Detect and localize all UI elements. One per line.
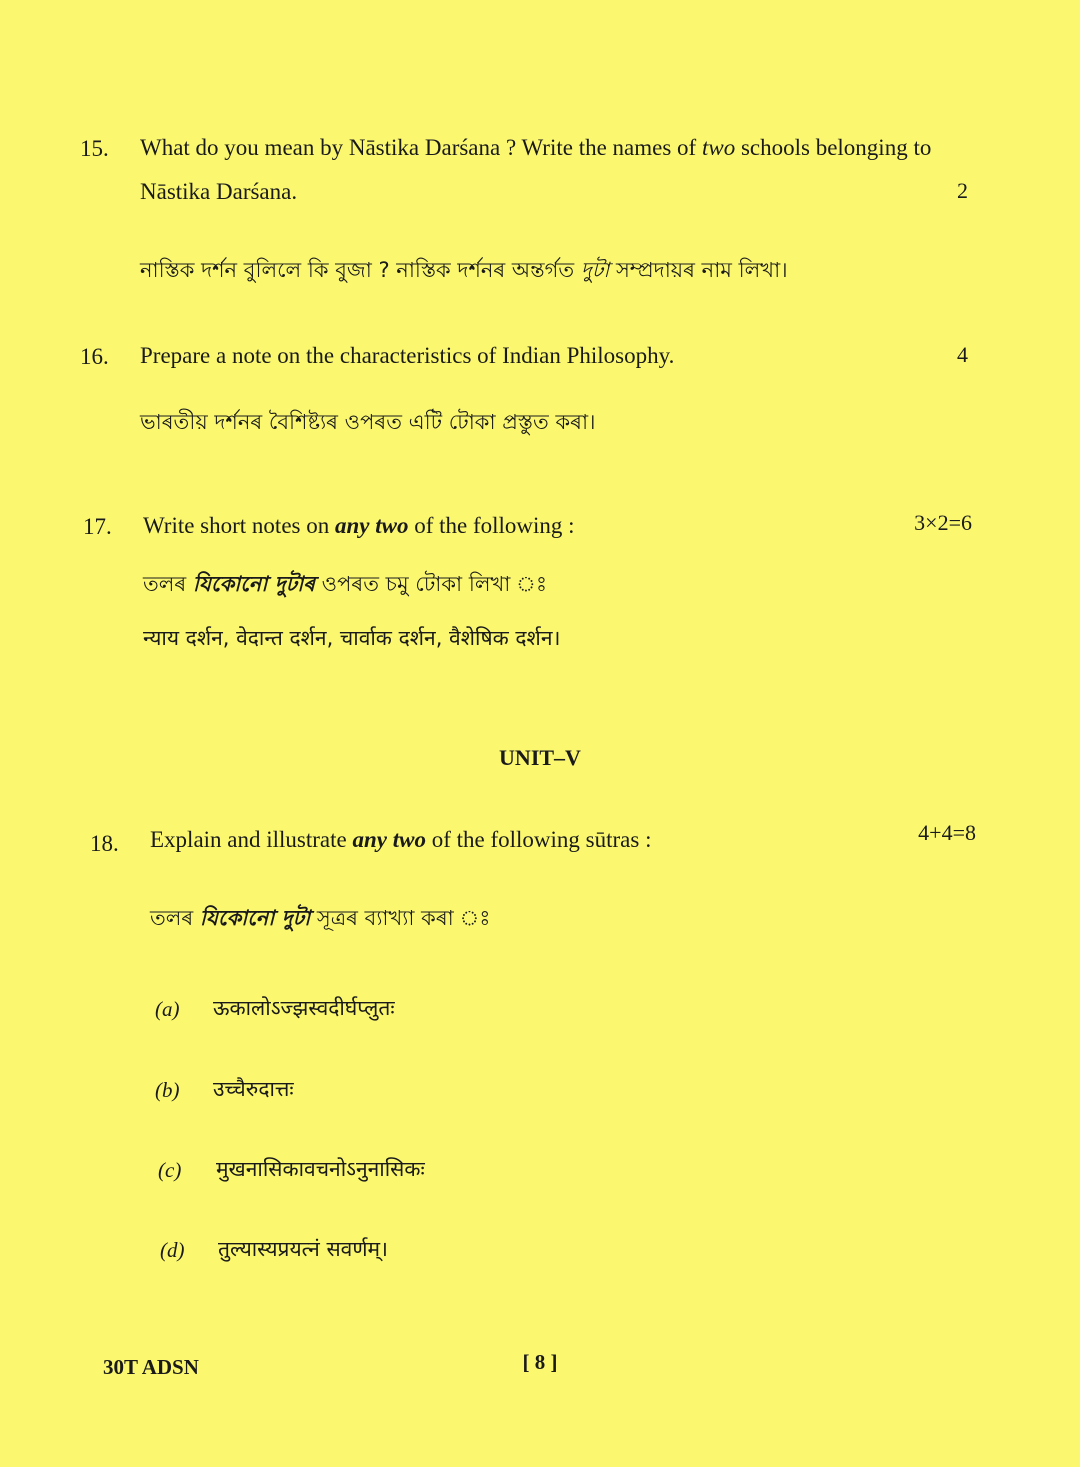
q18-text [150,818,850,862]
q15-native-em: দুটা [580,258,610,282]
q18-item-b-text: उच्चैरुदात्तः [213,1077,294,1101]
q18-native-a: তলৰ [150,906,200,930]
q17-native-a: তলৰ [143,572,193,596]
paper-code: 30T ADSN [103,1355,199,1379]
q17-native [143,568,547,603]
q18-item-a-label: (a) [155,997,180,1021]
q18-item-c-label: (c) [158,1158,182,1182]
q18-item-d-text: तुल्यास्यप्रयत्नं सवर्णम्। [218,1237,389,1261]
q16-marks: 4 [957,342,968,367]
q17-native-b: ওপৰত চমু টোকা লিখা ঃ [315,572,548,596]
q17-list: न्याय दर्शन, वेदान्त दर्शन, चार्वाक दर्शन, वैशेषिक दर्शन। [143,626,561,650]
q18-native-em: যিকোনো দুটা [199,906,311,930]
page-number: [ 8 ] [522,1350,558,1374]
q18-item-c-text: मुखनासिकावचनोऽनुनासिकः [216,1157,425,1181]
q15-marks: 2 [957,178,968,203]
q15-text-em: two [701,135,736,160]
q18-native [150,902,490,937]
q18-text-b: of the following sūtras : [425,827,652,852]
q18-number: 18. [90,831,119,856]
q15-text-a: What do you mean by Nāstika Darśana ? Write the names of [140,135,702,160]
q15-text [140,126,970,214]
q16-native: ভাৰতীয় দৰ্শনৰ বৈশিষ্ট্যৰ ওপৰত এটি টোকা প্ৰস্তুত কৰা। [140,410,596,434]
q18-marks: 4+4=8 [918,820,976,845]
unit-heading: UNIT–V [499,745,581,770]
q16-number: 16. [80,344,109,369]
q18-item-d-label: (d) [160,1238,185,1262]
q17-number: 17. [83,514,112,539]
q16-text: Prepare a note on the characteristics of Indian Philosophy. [140,343,675,368]
q18-text-a: Explain and illustrate [150,827,353,852]
q15-number: 15. [80,136,109,161]
q18-item-a-text: ऊकालोऽज्झस्वदीर्घप्लुतः [213,996,395,1020]
q15-native [140,254,788,289]
q17-marks: 3×2=6 [914,510,972,535]
q18-item-b-label: (b) [155,1078,180,1102]
q17-native-em: যিকোনো দুটাৰ [192,572,315,596]
q15-native-a: নাস্তিক দৰ্শন বুলিলে কি বুজা ? নাস্তিক দৰ্শনৰ অন্তৰ্গত [140,258,581,282]
q17-text-b: of the following : [408,513,575,538]
q15-text-b: schools belonging to Nāstika Darśana. [140,135,932,204]
q17-text-em: any two [335,513,409,538]
q18-native-b: সূত্ৰৰ ব্যাখ্যা কৰা ঃ [310,906,491,930]
q17-text [143,504,843,548]
q17-text-a: Write short notes on [143,513,335,538]
q15-native-b: সম্প্ৰদায়ৰ নাম লিখা। [609,258,788,282]
q18-text-em: any two [352,827,426,852]
